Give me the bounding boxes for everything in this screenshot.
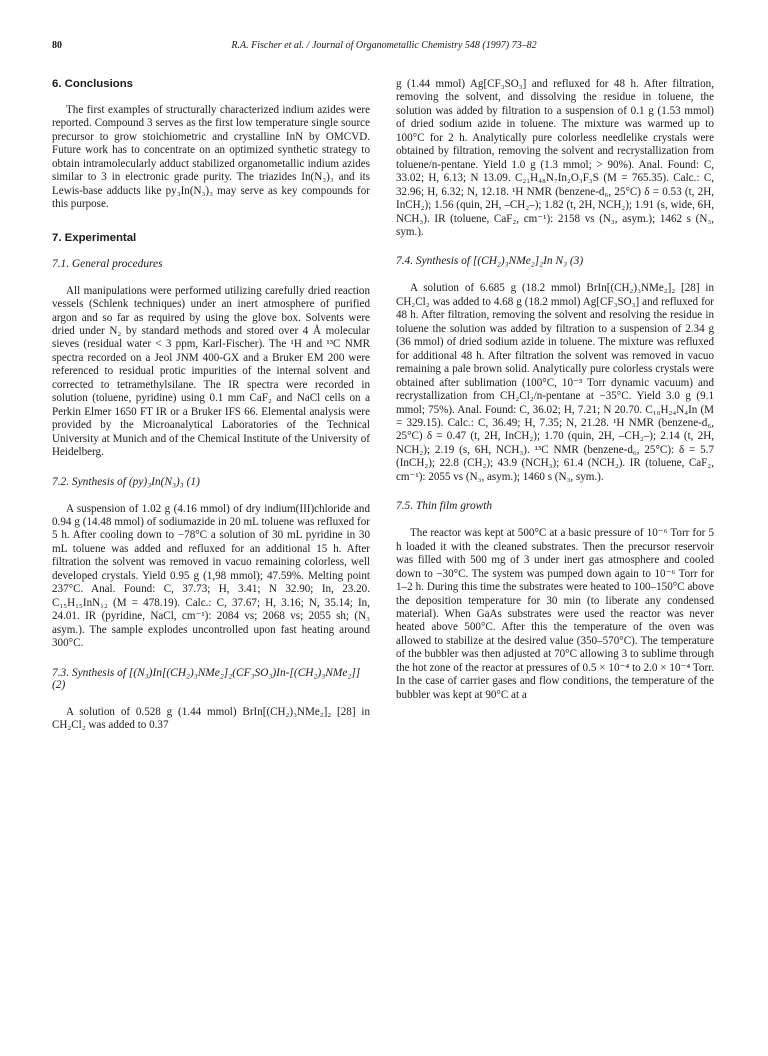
running-head: R.A. Fischer et al. / Journal of Organometallic Chemistry 548 (1997) 73–82 xyxy=(231,40,537,51)
subsection-heading-general-procedures: 7.1. General procedures xyxy=(52,257,163,270)
paragraph-thin-film-growth: The reactor was kept at 500°C at a basic pressure of 10⁻⁶ Torr for 5 h loaded it with the cleaned substrates. Then the precursor reservoir was filled with 500 mg of 3 under inert gas atmosphere and cooled down to −30°C. The system was pumped down again to 10⁻⁶ Torr for 1–2 h. During this time the substrates were heated to 100–150°C above the deposition temperature for 30 min (to liberate any condensed material). When GaAs substrates were used the reactor was never heated above 500°C. After this the temperature of the oven was allowed to stabilize at the desired value (350–570°C). The temperature of the bubbler was then adjusted at 70°C allowing 3 to sublime through the hot zone of the reactor at pressures of 0.5 × 10⁻⁴ to 2.0 × 10⁻⁴ Torr. In the case of carrier gases and flow conditions, the temperature of the bubbler was kept at 90°C at a xyxy=(396,527,714,701)
paragraph-synthesis-2-start: A solution of 0.528 g (1.44 mmol) BrIn[(CH₂)₃NMe₂]₂ [28] in CH₂Cl₂ was added to 0.37 xyxy=(52,705,370,731)
page-number: 80 xyxy=(52,40,62,51)
paragraph-general-procedures: All manipulations were performed utilizing carefully dried reaction vessels (Schlenk techniques) under an inert atmosphere of purified argon and so far as required by using the glove box. Solvents were dried under N₂ by standard methods and stored over 4 Å molecular sieves (residual water < 3 ppm, Karl-Fischer). The ¹H and ¹³C NMR spectra recorded on a Jeol JNM 400-GX and a Bruker EM 200 were referenced to residual protic impurities of the internal solvent and corrected to tetramethylsilane. The IR spectra were recorded in solution (toluene, pyridine) using 0.1 mm CaF₂ and NaCl cells on a Perkin Elmer 1650 FT IR or a Bruker IFS 66. Elemental analysis were provided by the Microanalytical Laboratories of the Technical University at Munich and of the Chemical Institute of the University of Heidelberg. xyxy=(52,284,370,459)
paragraph-synthesis-3: A solution of 6.685 g (18.2 mmol) BrIn[(CH₂)₃NMe₂]₂ [28] in CH₂Cl₂ was added to 4.68 g (18.2 mmol) Ag[CF₃SO₃] and refluxed for 48 h. After filtration, removing the solvent and resolving the residue in toluene the solution was added by filtration to a suspension of 2.34 g (36 mmol) of dried sodium azide in toluene. The mixture was refluxed for additional 48 h. After filtration the solvent was removed in vacuo remaining a pale brown solid. Analytically pure colorless crystals were obtained after sublimation (100°C, 10⁻³ Torr dynamic vacuum) and recrystallization from CH₂Cl₂/n-pentane at −35°C. Yield 3.0 g (9.1 mmol; 75%). Anal. Found: C, 36.02; H, 7.21; N 20.70. C₁₀H₂₄N₄In (M = 329.15). Calc.: C, 36.49; H, 7.35; N, 21.28. ¹H NMR (benzene-d₆, 25°C) δ = 0.47 (t, 2H, InCH₂); 1.70 (quin, 2H, –CH₂–); 2.14 (t, 2H, NCH₂); 2.19 (s, 6H, NCH₃). ¹³C NMR (benzene-d₆, 25°C): δ = 5.7 (InCH₂); 22.8 (CH₂); 43.9 (NCH₃); 61.4 (NCH₂). IR (toluene, CaF₂, cm⁻¹): 2055 vs (N₃, asym.); 1460 s (N₃, sym.). xyxy=(396,282,714,483)
paragraph-conclusions: The first examples of structurally characterized indium azides were reported. Compound 3 serves as the first low temperature single source precursor to grow stoichiometric and crystalline InN by OMCVD. Future work has to concentrate on an optimized synthetic strategy to obtain intramolecularly adduct stabilized organometallic indium azides similar to 3 in electronic grade purity. The triazides In(N₃)₃ and its Lewis-base adducts like py₃In(N₃)₃ may serve as key compounds for this purpose. xyxy=(52,104,370,211)
paragraph-synthesis-1: A suspension of 1.02 g (4.16 mmol) of dry indium(III)chloride and 0.94 g (14.48 mmol) of sodiumazide in 20 mL toluene was refluxed for 5 h. After cooling down to −78°C a solution of 30 mL pyridine in 30 mL toluene was added and refluxed for an additional 15 h. After filtration the solvent was removed in vacuo remaining colorless, well developed crystals. Yield 0.95 g (1,98 mmol); 47.59%. Melting point 237°C. Anal. Found: C, 37.73; H, 3.41; N 32.90; In, 23.20. C₁₅H₁₅InN₁₂ (M = 478.19). Calc.: C, 37.67; H, 3.16; N, 35.14; In, 24.01. IR (pyridine, NaCl, cm⁻¹): 2084 vs; 2068 vs; 2055 sh; (N₃ asym.). The sample explodes uncontrolled upon fast heating around 300°C. xyxy=(52,502,370,650)
paragraph-synthesis-2-continued: g (1.44 mmol) Ag[CF₃SO₃] and refluxed for 48 h. After filtration, removing the solvent, and dissolving the residue in toluene, the solution was added by filtration to a suspension of 0.1 g (1.53 mmol) of dried sodium azide in toluene. The mixture was warmed up to 100°C for 2 h. Analytically pure colorless needlelike crystals were obtained by filtration, removing the solvent and recrystallization from toluene/n-pentane. Yield 1.0 g (1.3 mmol; > 90%). Anal. Found: C, 33.02; H, 6.13; N 13.09. C₂₁H₄₈N₇In₂O₃F₃S (M = 765.35). Calc.: C, 32.96; H, 6.32; N, 12.18. ¹H NMR (benzene-d₆, 25°C) δ = 0.53 (t, 2H, InCH₂); 1.56 (quin, 2H, –CH₂–); 1.82 (t, 2H, NCH₂); 1.91 (s, wide, 6H, NCH₃). IR (toluene, CaF₂, cm⁻¹): 2158 vs (N₃, asym.); 1462 s (N₃, sym.). xyxy=(396,78,714,238)
section-heading-conclusions: 6. Conclusions xyxy=(52,78,134,90)
subsection-heading-thin-film-growth: 7.5. Thin film growth xyxy=(396,500,493,513)
subsection-heading-synthesis-2: 7.3. Synthesis of [(N₃)In[(CH₂)₃NMe₂]₂(CF₃SO₃)In-[(CH₂)₃NMe₂]] (2) xyxy=(52,666,361,691)
subsection-heading-synthesis-3: 7.4. Synthesis of [(CH₂)₃NMe₂]₂In N₃ (3) xyxy=(396,255,584,268)
left-column xyxy=(52,78,370,732)
right-column xyxy=(396,78,714,702)
page-header xyxy=(52,40,716,58)
section-heading-experimental: 7. Experimental xyxy=(52,231,137,244)
subsection-heading-synthesis-1: 7.2. Synthesis of (py)₃In(N₃)₃ (1) xyxy=(52,475,200,488)
